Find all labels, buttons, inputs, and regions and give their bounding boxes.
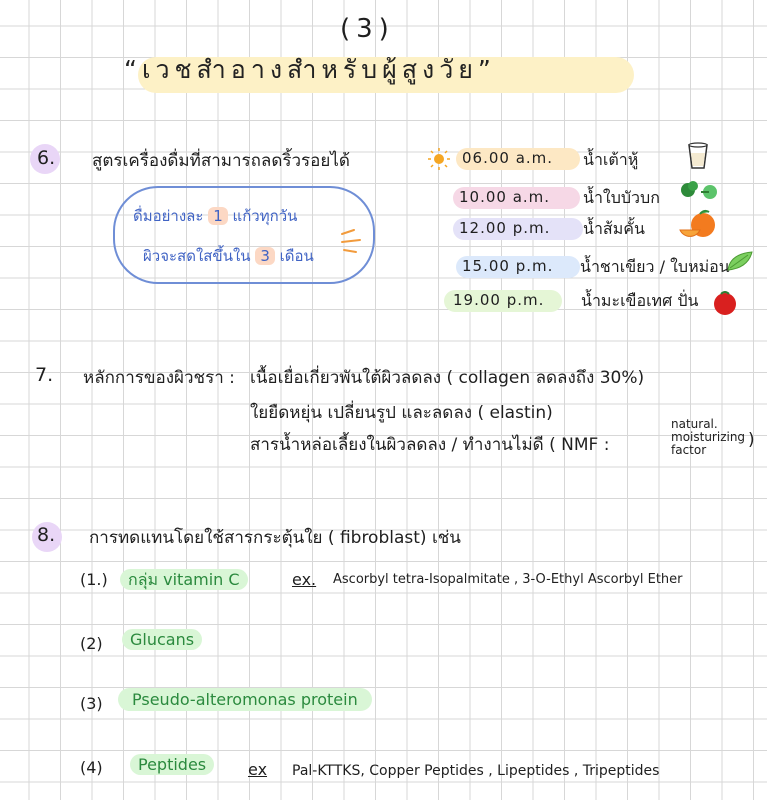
drink-1: น้ำเต้าหู้ [583,150,639,169]
section-8-heading: การทดแทนโดยใช้สารกระตุ้นใย ( fibroblast) เช่น [89,528,461,548]
drink-2: น้ำใบบัวบก [583,188,660,207]
sun-icon [428,148,450,170]
nmf-factor: factor [671,443,707,457]
item-2-name-text: Glucans [122,629,202,650]
tip-line-1 [133,204,297,228]
time-4: 15.00 p.m. [462,257,554,275]
item-4-detail: Pal-KTTKS, Copper Peptides , Lipeptides , Tripeptides [292,763,660,779]
item-1-name [120,568,248,593]
section-7-line-1: เนื้อเยื่อเกี่ยวพันใต้ผิวลดลง ( collagen ลดลงถึง 30%) [250,368,645,388]
page-title: “เวชสำอางสำหรับผู้สูงวัย” [124,55,496,84]
time-2: 10.00 a.m. [459,188,551,206]
time-3: 12.00 p.m. [459,219,551,237]
drink-4: น้ำชาเขียว / ใบหม่อน [580,257,730,276]
tip-line-2-text-end: เดือน [279,247,314,265]
drink-5: น้ำมะเขือเทศ ปั่น [581,291,699,310]
orange-icon [678,208,718,240]
item-1-detail: Ascorbyl tetra-Isopalmitate , 3-O-Ethyl Ascorbyl Ether [333,572,683,587]
gotu-kola-leaf-icon [679,180,719,202]
item-4-ex: ex [248,760,268,779]
drink-3: น้ำส้มคั้น [583,219,645,238]
time-1: 06.00 a.m. [462,149,554,167]
tip-line-2-text: ผิวจะสดใสขึ้นใน [143,247,251,265]
tip-number-3: 3 [255,247,275,265]
item-4-label: (4) [80,758,103,777]
section-8-number: 8. [37,524,56,546]
time-5: 19.00 p.m. [453,291,545,309]
tip-cloud [113,186,375,284]
section-7-heading: หลักการของผิวชรา : [83,368,235,388]
tomato-icon [711,288,739,316]
section-6-heading: สูตรเครื่องดื่มที่สามารถลดริ้วรอยได้ [92,151,350,171]
nmf-close-paren: ) [748,430,755,450]
item-4-name [130,755,214,774]
section-7-line-2: ใยยืดหยุ่น เปลี่ยนรูป และลดลง ( elastin) [250,403,553,423]
section-6-number: 6. [37,147,56,169]
item-4-name-text: Peptides [130,754,214,775]
tip-line-1-text-end: แก้วทุกวัน [232,207,298,225]
section-7-line-3: สารน้ำหล่อเลี้ยงในผิวลดลง / ทำงานไม่ดี ( NMF : [250,435,610,455]
tip-line-2 [143,244,314,268]
tea-leaf-icon [726,250,754,272]
section-7-number: 7. [35,364,54,386]
item-2-label: (2) [80,634,103,653]
item-3-name [118,690,372,709]
nmf-natural: natural. [671,417,718,431]
nmf-moisturizing: moisturizing [671,430,746,444]
item-3-label: (3) [80,694,103,713]
sparkle-icon [338,228,368,256]
item-2-name [122,630,202,649]
item-1-ex: ex. [292,570,317,589]
tip-line-1-text: ดื่มอย่างละ [133,207,204,225]
item-1-name-text: กลุ่ม vitamin C [120,569,248,590]
soy-milk-cup-icon [687,142,709,170]
item-1-label: (1.) [80,570,108,589]
page-number: (3) [340,14,395,44]
item-3-name-text: Pseudo-alteromonas protein [118,688,372,711]
tip-number-1: 1 [208,207,228,225]
